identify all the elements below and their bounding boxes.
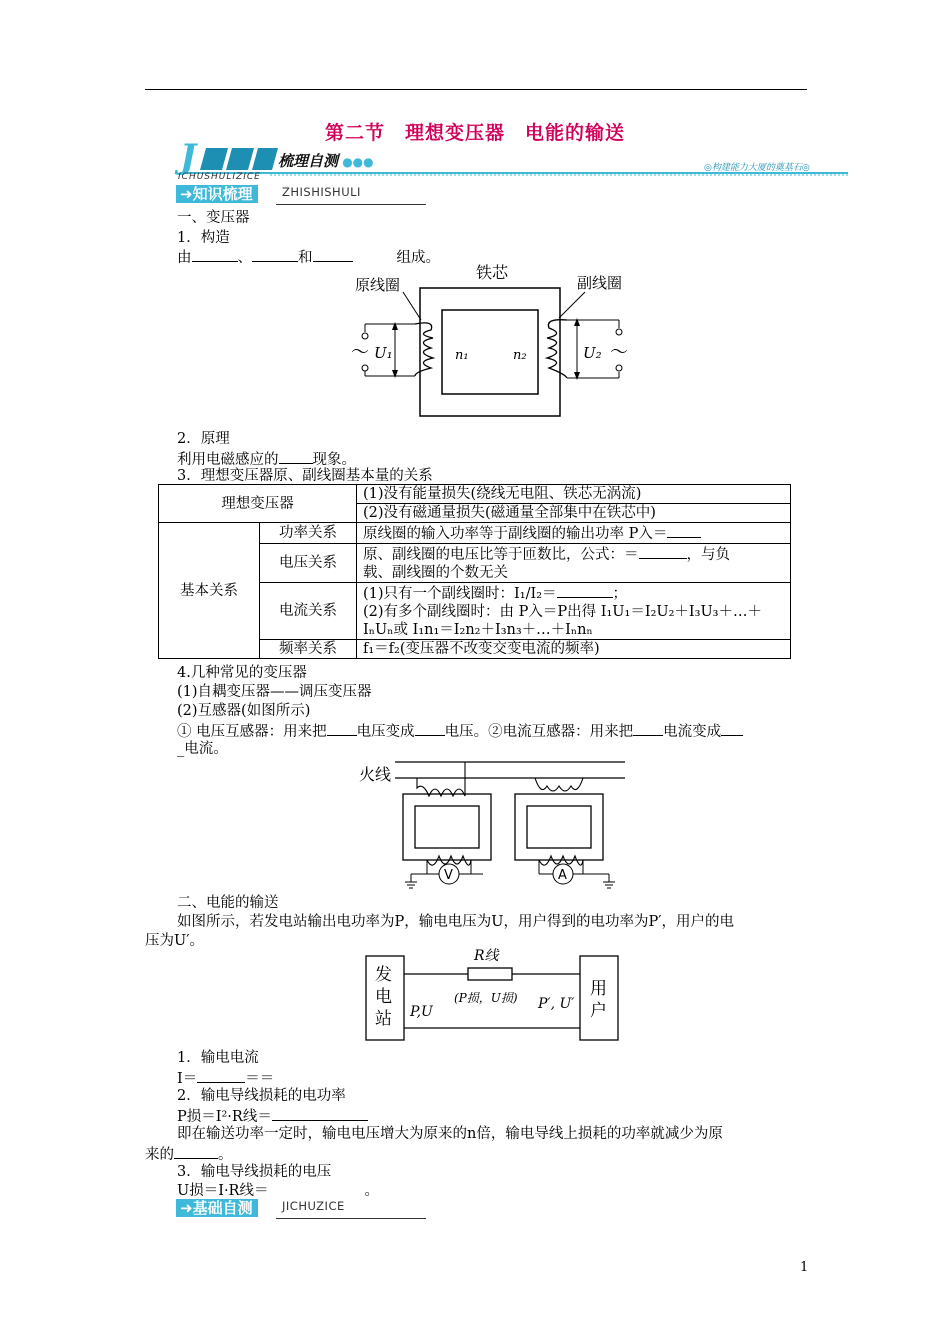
ac-source-right: ～	[610, 342, 628, 363]
heading-principle: 2．原理	[177, 431, 230, 447]
heading-common-transformers: 4.几种常见的变压器	[177, 665, 307, 681]
heading-power-loss: 2．输电导线损耗的电功率	[177, 1088, 346, 1104]
header-rule	[145, 89, 807, 90]
voltage-relation-text: 原、副线圈的电压比等于匝数比，公式：＝ ，与负 载、副线圈的个数无关	[357, 544, 791, 583]
instrument-transformer-diagram	[355, 752, 625, 892]
banner-motto: ◎构建能力大厦的奠基石◎	[704, 163, 810, 173]
structure-sentence: 由 、 和 组成。	[177, 247, 440, 267]
u1-label: U₁	[374, 344, 393, 362]
secondary-coil	[547, 320, 567, 378]
ac-source-left: ～	[351, 342, 369, 363]
primary-coil	[415, 323, 433, 376]
section-tag-label: ➜知识梳理	[176, 185, 258, 203]
section-tag-basic-test	[176, 1199, 426, 1219]
frequency-relation-text: f₁＝f₂(变压器不改变交变电流的频率)	[357, 640, 791, 659]
instrument-transformer-sentence: ① 电压互感器：用来把 电压变成 电压。②电流互感器：用来把 电流变成	[177, 721, 743, 741]
ammeter-label: A	[558, 868, 567, 883]
page-number: 1	[800, 1260, 809, 1275]
section-tag-knowledge	[176, 185, 426, 205]
current-transformer	[515, 778, 615, 888]
heading-current: 1．输电电流	[177, 1050, 259, 1066]
power-relation-label: 功率关系	[260, 523, 357, 544]
heading-voltage-loss: 3．输电导线损耗的电压	[177, 1164, 332, 1180]
current-relation-text: (1)只有一个副线圈时：I₁/I₂＝ ； (2)有多个副线圈时：由 P入＝P出得 I₁U₁＝I₂U₂＋I₃U₃＋…＋ IₙUₙ或 I₁n₁＝I₂n₂＋I₃n₃＋…＋Iₙnₙ	[357, 583, 791, 640]
transmission-intro-2: 压为U′。	[145, 933, 205, 949]
section-tag-pinyin: ZHISHISHULI	[282, 185, 361, 199]
basic-relations-label: 基本关系	[159, 523, 260, 659]
user-char-1: 用	[590, 979, 607, 999]
heading-transmission: 二、电能的输送	[177, 895, 279, 911]
heading-structure: 1．构造	[177, 230, 230, 246]
voltmeter-label: V	[444, 868, 453, 883]
banner-letter: J	[180, 138, 197, 177]
heading-transformer: 一、变压器	[177, 210, 250, 226]
current-relation-label: 电流关系	[260, 583, 357, 640]
sending-label: P,U	[410, 1004, 433, 1020]
voltage-relation-label: 电压关系	[260, 544, 357, 583]
voltage-transformer	[403, 762, 491, 888]
page-title: 第二节 理想变压器 电能的输送	[324, 122, 625, 144]
power-loss-equation: P损＝I²·R线＝	[177, 1106, 368, 1126]
power-loss-paragraph-2: 来的 。	[145, 1144, 233, 1164]
secondary-coil-label: 副线圈	[577, 274, 623, 292]
power-relation-text: 原线圈的输入功率等于副线圈的输出功率 P入＝	[357, 523, 791, 544]
ideal-condition-1: (1)没有能量损失(绕线无电阻、铁芯无涡流)	[357, 485, 791, 504]
loss-label: (P损，U损)	[454, 991, 518, 1005]
power-station-char-2: 电	[375, 987, 392, 1007]
transmission-diagram	[362, 946, 622, 1046]
power-station-char-3: 站	[375, 1009, 392, 1029]
autotransformer-line: (1)自耦变压器——调压变压器	[177, 684, 372, 700]
transmission-intro-1: 如图所示，若发电站输出电功率为P，输电电压为U，用户得到的电功率为P′，用户的电	[177, 914, 735, 930]
section-tag-pinyin: JICHUZICE	[282, 1199, 345, 1213]
primary-coil-label: 原线圈	[355, 276, 401, 294]
banner-pinyin: ICHUSHULIZICE	[178, 172, 261, 182]
resistor-label: R线	[474, 948, 499, 964]
u2-label: U₂	[583, 344, 602, 362]
transformer-diagram	[345, 262, 645, 427]
section-tag-label: ➜基础自测	[176, 1199, 258, 1217]
instrument-transformer-line: (2)互感器(如图所示)	[177, 703, 311, 719]
ideal-transformer-table	[158, 484, 791, 659]
ideal-transformer-label: 理想变压器	[159, 485, 357, 523]
principle-sentence: 利用电磁感应的 现象。	[177, 449, 356, 469]
frequency-relation-label: 频率关系	[260, 640, 357, 659]
n1-label: n₁	[455, 348, 469, 363]
core-label: 铁芯	[476, 263, 509, 282]
power-station-char-1: 发	[375, 965, 392, 985]
user-char-2: 户	[590, 1001, 607, 1021]
heading-ideal-relations: 3．理想变压器原、副线圈基本量的关系	[177, 468, 433, 484]
n2-label: n₂	[513, 348, 527, 363]
current-equation: I＝ ＝＝	[177, 1068, 274, 1088]
banner-heading: 梳理自测 ●●●	[278, 152, 374, 170]
ideal-condition-2: (2)没有磁通量损失(磁通量全部集中在铁芯中)	[357, 504, 791, 523]
instrument-transformer-sentence-end: _电流。	[177, 741, 228, 757]
power-loss-paragraph-1: 即在输送功率一定时，输电电压增大为原来的n倍，输电导线上损耗的功率就减少为原	[177, 1126, 723, 1142]
line-resistor	[468, 968, 512, 980]
receiving-label: P′, U′	[538, 996, 575, 1012]
voltage-loss-equation: U损＝I·R线＝ 。	[177, 1183, 379, 1199]
live-wire-label: 火线	[359, 765, 392, 784]
